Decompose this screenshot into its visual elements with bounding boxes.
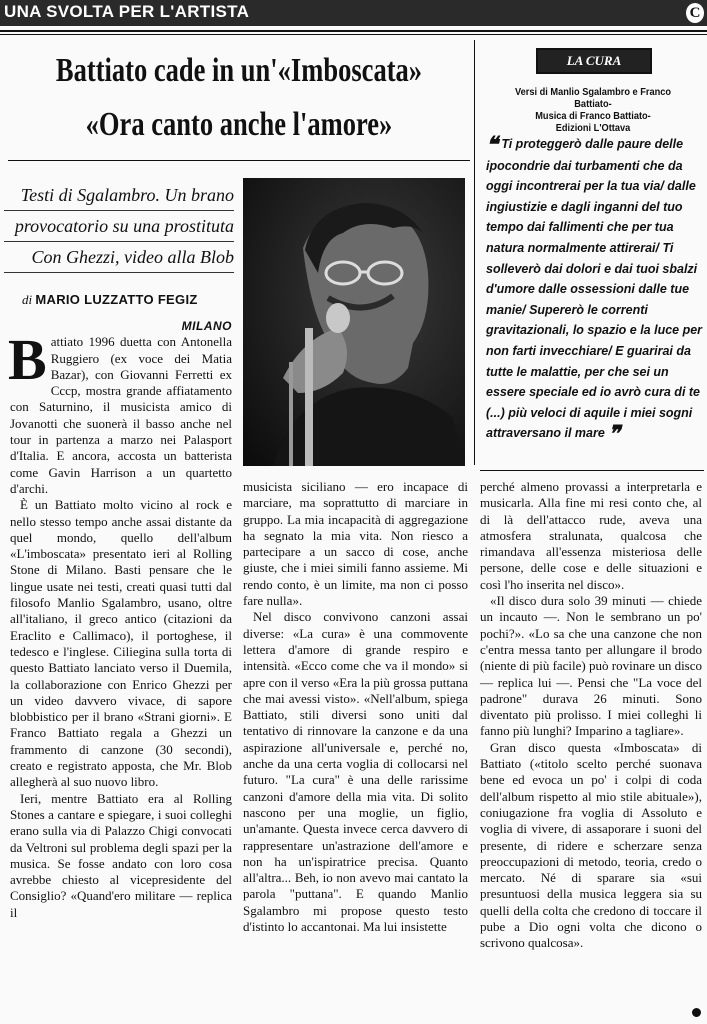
paragraph: Nel disco convivono canzoni assai diverse: «La cura» è una commovente lettera d'amore di grande respiro e intensità. «Ecco come che va il mondo» si apre con il verso «Era la più grossa puttana che mai avessi visto». «Nell'album, spiega Battiato, stili diversi sono uniti dal tentativo di rinnovare la canzone e da una aspirazione all'universale e, perché no, anche da una certa voglia di collocarsi nel futuro. "La cura" è una delle rarissime canzoni d'amore della mia vita. Di solito nascono per una moglie, un figlio, un'amante. Questa invece cerca davvero di rappresentare un'astrazione dell'amore e non ha un'ispiratrice precisa. Quanto all'altra... Beh, io non avevo mai cantato la parola "puttana". E quando Manlio Sgalambro mi propose questo testo d'istinto lo accantonai. Ma lui insistette (243, 609, 468, 935)
credit-line: Edizioni L'Ottava (555, 122, 631, 134)
section-rubric: UNA SVOLTA PER L'ARTISTA (4, 2, 250, 21)
subhead-line: provocatorio su una prostituta (4, 211, 234, 242)
close-quote-icon: ❞ (608, 421, 621, 447)
drop-cap: B (8, 327, 47, 393)
header-rule (0, 30, 707, 32)
paragraph: «Il disco dura solo 39 minuti — chiede un incauto —. Non le sembrano un po' pochi?». «Lo sa che una canzone che non c'entra messa tanto per allungare il brodo (niente di più facile) può rovinare un disco — replica lui —. Pensi che "La voce del padrone" durava 26 minuti. Sono diventato più prolisso. I miei colleghi li fanno più lunghi? Imparino a tagliare». (480, 593, 703, 739)
section-rubric-bar (0, 0, 707, 26)
paragraph: Ieri, mentre Battiato era al Rolling Stones a cantare e spiegare, i suoi colleghi erano sulla via di Palazzo Chigi convocati da Veltroni sul problema degli spazi per la musica. Se fosse andato con loro cosa avrebbe chiesto al vicepresidente del Consiglio? «Quand'ero militare — replica il (10, 790, 232, 920)
headline-underline (8, 160, 470, 161)
song-lyrics (486, 134, 704, 445)
article-column-3 (480, 479, 702, 952)
paragraph: È un Battiato molto vicino al rock e nello stesso tempo anche assai distante da quel mondo, quello dell'album «L'imboscata» presentato ieri al Rolling Stone di Milano. Basti pensare che le lingue usate nei testi, creati quasi tutti dal filosofo Manlio Sgalambro, usano, oltre all'italiano, il greco antico (citazioni da Eraclito e Callimaco), il portoghese, il tedesco e l'inglese. Ciliegina sulla torta di questo Battiato lanciato verso il Duemila, la collaborazione con Enrico Ghezzi per un video davvero vivace, di sapore blobbistico per il brano «Strani giorni». E Franco Battiato regala a Ghezzi un frammento di canzone (30 secondi), creato e registrato apposta, che Mr. Blob allegherà al suo nuovo libro. (10, 497, 232, 790)
dateline: MILANO (181, 319, 232, 333)
song-credits (497, 86, 689, 134)
open-quote-icon: ❝ (486, 132, 498, 157)
article-column-1 (10, 318, 232, 921)
byline-prefix: di (22, 292, 33, 307)
paragraph: attiato 1996 duetta con Antonella Ruggiero (ex voce dei Matia Bazar), con Giovanni Ferretti ex Cccp, mostra grande affiatamento con Saturnino, il musicista amico di Jovanotti che suonerà il basso anche nel tour in partenza a marzo nei Palasport d'Italia. E ancora, accosta un batterista come Gavin Harrison a un quartetto d'archi. (10, 334, 232, 496)
sidebar-bottom-rule (480, 470, 704, 471)
headline-line-1: Battiato cade in un'«Imboscata» (55, 52, 423, 89)
credit-line: Versi di Manlio Sgalambro e Franco Battiato- (514, 86, 672, 110)
paragraph: Gran disco questa «Imboscata» di Battiato («titolo scelto perché suonava bene ed evoca un po' i colpi di coda dell'album rispetto al mio stile abituale»), coniugazione fra voglia di Assoluto e voglia di vivere, di assaporare i suoni del presente, di ridere e scherzare senza preoccupazioni di metodo, teoria, credo o mercato. Né di sparare sia «sui presuntuosi della musica leggera sia su quelli della colta che credono di toccare il pube a Dio ogni volta che dicono o scrivono qualcosa». (480, 739, 702, 951)
paragraph: musicista siciliano — ero incapace di marciare, ma soprattutto di marciare in gruppo. La mia incapacità di aggregazione ha segnato la mia vita. Non riesco a partecipare a un sacco di cose, anche giuste, che i miei simili fanno assieme. Mi rendo conto, è un limite, ma non ci posso fare nulla». (243, 479, 468, 609)
article-column-2 (243, 479, 468, 935)
subheadline (4, 180, 234, 273)
header-rule-thin (0, 34, 707, 35)
subhead-line: Con Ghezzi, video alla Blob (4, 242, 234, 273)
paragraph: perché almeno provassi a interpretarla e musicarla. Alla fine mi resi conto che, al di là dell'attacco rude, aveva una atmosfera stralunata, qualcosa che rimandava all'essenza misteriosa delle persone, delle cose e delle situazioni e così l'ho inserita nel disco». (480, 479, 702, 592)
credit-line: Musica di Franco Battiato- (535, 110, 651, 122)
byline (22, 292, 198, 308)
headline-line-2: «Ora canto anche l'amore» (85, 106, 393, 143)
singer-with-microphone-icon (243, 178, 465, 466)
byline-author: MARIO LUZZATTO FEGIZ (35, 292, 198, 307)
lyrics-text: Ti proteggerò dalle paure delle ipocondrie dai turbamenti che da oggi incontrerai per la tua via/ dalle ingiustizie e dagli inganni del tuo tempo dai fallimenti che per tua natura normalmente attirerai/ Ti solleverò dai dolori e dai tuoi sbalzi d'umore dalle ossessioni dalle tue manie/ Supererò le correnti gravitazionali, lo spazio e la luce per non farti invecchiare/ E guarirai da tutte le malattie, per che sei un essere speciale ed io avrò cura di te (...) più veloci di aquile i miei sogni attraversano il mare (486, 137, 703, 441)
subhead-line: Testi di Sgalambro. Un brano (4, 180, 234, 211)
sidebar-left-rule (474, 40, 475, 465)
newspaper-logo-icon: C (686, 3, 704, 23)
sidebar-banner: LA CURA (536, 48, 652, 74)
artist-photo (243, 178, 465, 466)
article-end-mark-icon (692, 1008, 701, 1017)
